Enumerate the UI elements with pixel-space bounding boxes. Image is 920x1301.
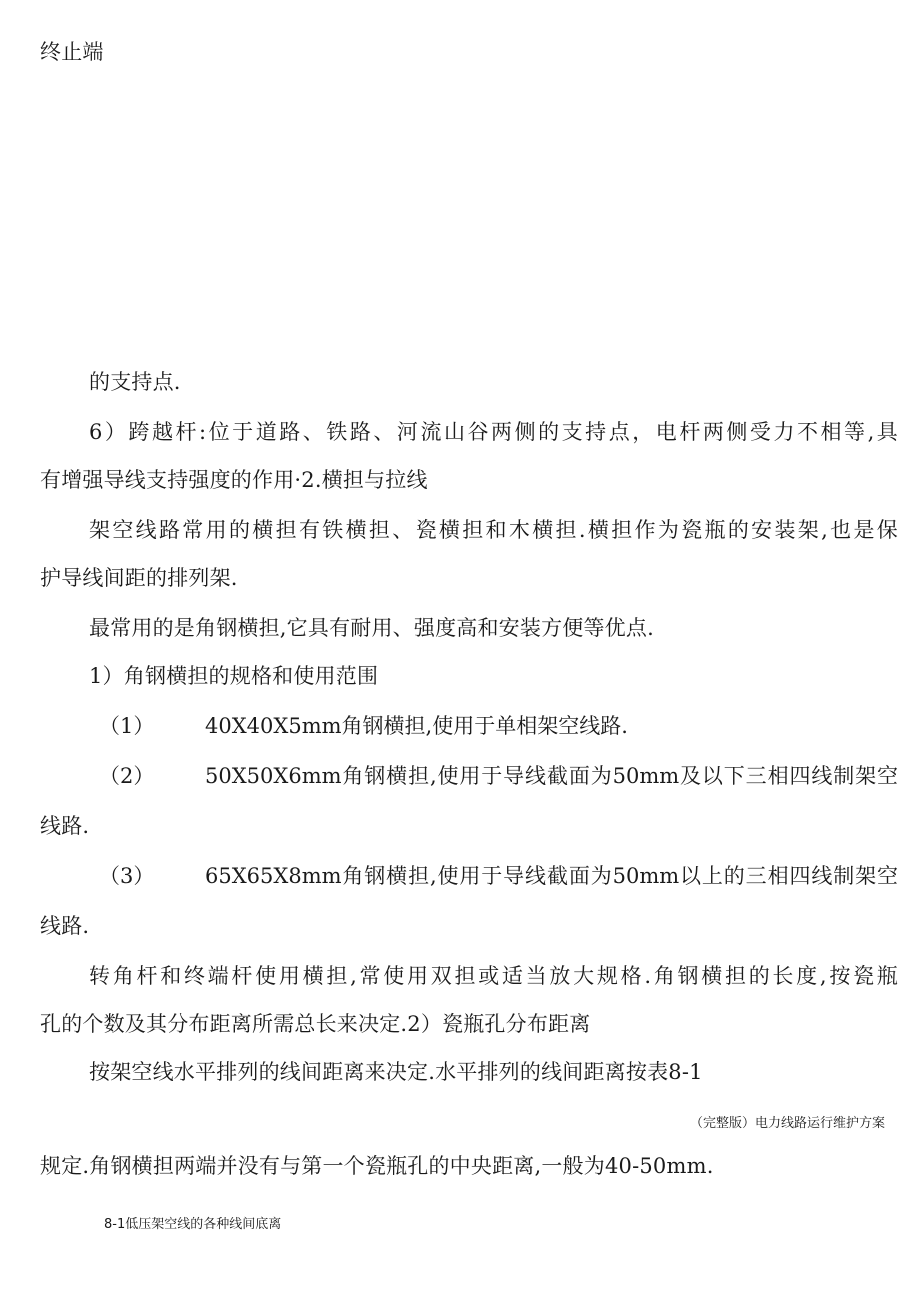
paragraph-support-point: 的支持点. bbox=[89, 370, 181, 394]
paragraph-corner-pole-line1: 转角杆和终端杆使用横担,常使用双担或适当放大规格.角钢横担的长度,按瓷瓶 bbox=[89, 964, 898, 988]
list-item-3-continuation: 线路. bbox=[40, 914, 90, 938]
table-caption: 8-1低压架空线的各种线间底离 bbox=[104, 1217, 282, 1232]
list-item-2-continuation: 线路. bbox=[40, 814, 90, 838]
top-label: 终止端 bbox=[40, 40, 104, 64]
paragraph-crossarm-types-line2: 护导线间距的排列架. bbox=[40, 566, 238, 590]
paragraph-angle-steel: 最常用的是角钢横担,它具有耐用、强度高和安装方便等优点. bbox=[89, 616, 654, 640]
list-item-number: （3） bbox=[99, 864, 155, 888]
running-footer: （完整版）电力线路运行维护方案 bbox=[689, 1116, 885, 1131]
paragraph-crossarm-types-line1: 架空线路常用的横担有铁横担、瓷横担和木横担.横担作为瓷瓶的安装架,也是保 bbox=[89, 518, 898, 542]
paragraph-crossing-pole-line2: 有增强导线支持强度的作用·2.横担与拉线 bbox=[40, 468, 428, 492]
paragraph-end-distance: 规定.角钢横担两端并没有与第一个瓷瓶孔的中央距离,一般为40-50mm. bbox=[40, 1154, 714, 1178]
list-item-text: 65X65X8mm角钢横担,使用于导线截面为50mm以上的三相四线制架空 bbox=[205, 864, 898, 888]
list-item-text: 50X50X6mm角钢横担,使用于导线截面为50mm及以下三相四线制架空 bbox=[205, 764, 898, 788]
list-item-number: （2） bbox=[99, 764, 155, 788]
paragraph-spacing-rule: 按架空线水平排列的线间距离来决定.水平排列的线间距离按表8-1 bbox=[89, 1060, 703, 1084]
paragraph-corner-pole-line2: 孔的个数及其分布距离所需总长来决定.2）瓷瓶孔分布距离 bbox=[40, 1012, 591, 1036]
paragraph-crossing-pole-line1: 6）跨越杆:位于道路、铁路、河流山谷两侧的支持点，电杆两侧受力不相等,具 bbox=[89, 420, 898, 444]
list-item-text: 40X40X5mm角钢横担,使用于单相架空线路. bbox=[205, 714, 628, 738]
section-heading-specs: 1）角钢横担的规格和使用范围 bbox=[89, 664, 379, 688]
list-item-number: （1） bbox=[99, 714, 155, 738]
